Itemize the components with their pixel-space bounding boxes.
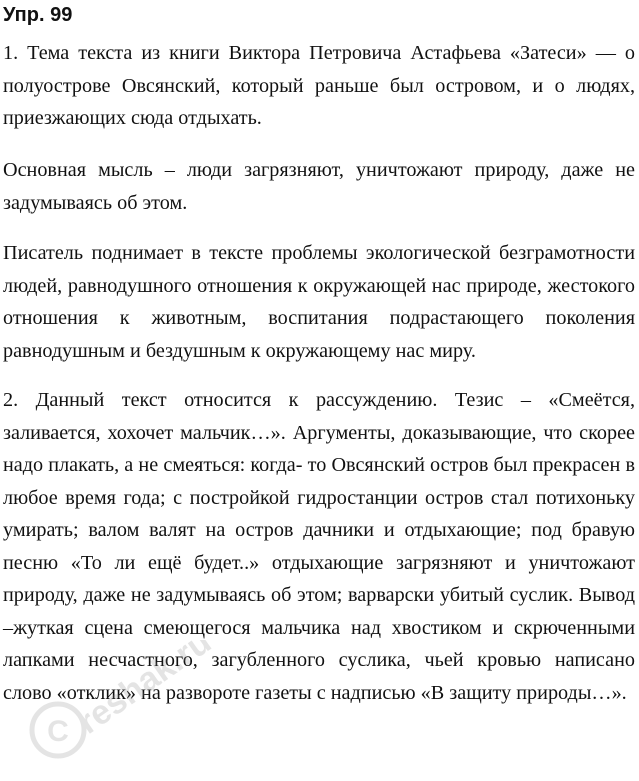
paragraph-problems: Писатель поднимает в тексте проблемы экологической безграмотности людей, равнодушного отношения к окружающей нас природе, жестокого отношения к животным, воспитания подрастающего поколения равнодушным и бездушным к окружающему нас миру.: [3, 242, 635, 362]
svg-text:reshak.ru: reshak.ru: [70, 640, 218, 742]
svg-text:C: C: [47, 715, 69, 748]
paragraph-main-idea: Основная мысль – люди загрязняют, уничтожают природу, даже не задумываясь об этом.: [3, 159, 635, 214]
paragraph-theme: 1. Тема текста из книги Виктора Петровича Астафьева «Затеси» — о полуострове Овсянский, который раньше был островом, и о людях, приезжающих сюда отдыхать.: [3, 42, 635, 129]
paragraph-reasoning: 2. Данный текст относится к рассуждению. Тезис – «Смеётся, заливается, хохочет мальчик…». Аргументы, доказывающие, что скорее надо плакать, а не смеяться: когда- то Овсянский остров был прекрасен в любое время года; с постройкой гидростанции остров стал потихоньку умирать; валом валят на остров дачники и отдыхающие; под бравую песню «То ли ещё будет..» отдыхающие загрязняют и уничтожают природу, даже не задумываясь об этом; варварски убитый суслик. Вывод –жуткая сцена смеющегося мальчика над хвостиком и скрюченными лапками несчастного, загубленного суслика, чьей кровью написано слово «отклик» на развороте газеты с надписью «В защиту природы…».: [3, 389, 635, 704]
exercise-heading: Упр. 99: [3, 4, 73, 26]
